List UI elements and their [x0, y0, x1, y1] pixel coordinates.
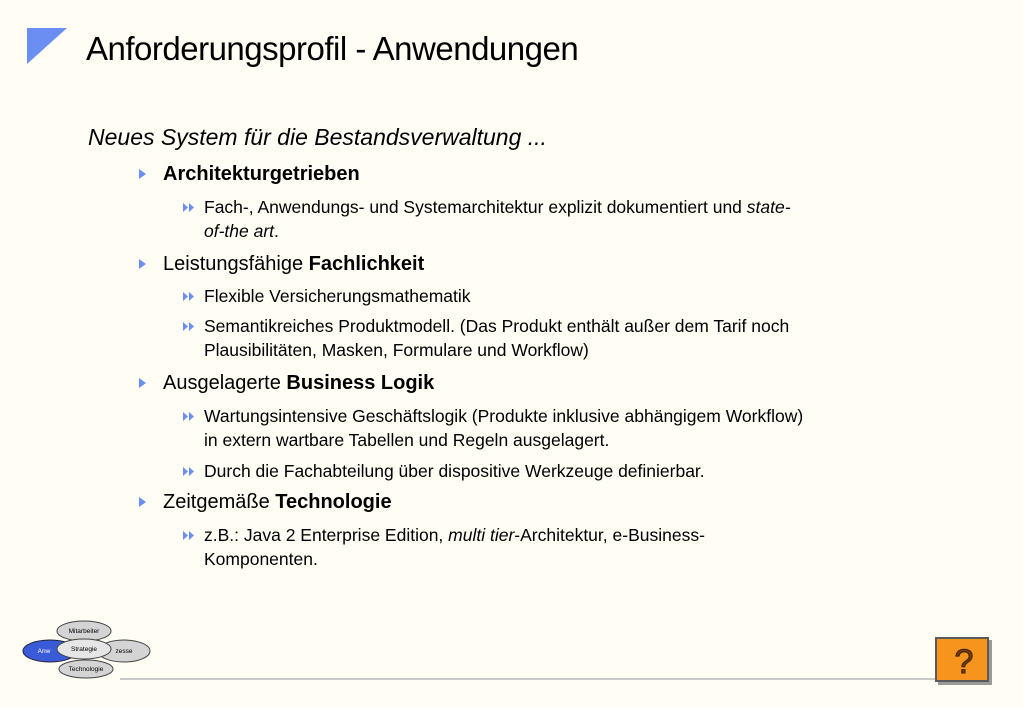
arrow-bullet-icon: [139, 169, 147, 179]
logo-label-top: Mitarbeiter: [68, 628, 100, 635]
page-title: Anforderungsprofil - Anwendungen: [86, 30, 579, 67]
question-mark-icon: [937, 639, 987, 680]
double-arrow-bullet-icon: [183, 322, 195, 331]
logo-label-bottom: Technologie: [68, 666, 104, 673]
bullet-keyword: Architekturgetrieben: [163, 163, 360, 185]
bullet-keyword: Business Logik: [286, 372, 435, 394]
navigation-logo[interactable]: [22, 617, 154, 679]
logo-label-right: zesse: [115, 648, 133, 655]
double-arrow-bullet-icon: [183, 203, 195, 212]
double-arrow-bullet-icon: [183, 412, 195, 421]
bullet-keyword: Technologie: [275, 491, 392, 513]
double-arrow-bullet-icon: [183, 292, 195, 301]
help-button[interactable]: [935, 637, 989, 682]
subtitle: Neues System für die Bestandsverwaltung ...: [88, 124, 547, 150]
logo-label-center: Strategie: [70, 646, 98, 653]
arrow-bullet-icon: [139, 259, 147, 269]
arrow-bullet-icon: [139, 497, 147, 507]
corner-triangle-icon: [27, 28, 67, 64]
help-symbol: ?: [954, 643, 974, 680]
arrow-bullet-icon: [139, 378, 147, 388]
double-arrow-bullet-icon: [183, 531, 195, 540]
bullet-keyword: Fachlichkeit: [308, 253, 425, 275]
logo-label-left: Anw: [37, 648, 51, 655]
double-arrow-bullet-icon: [183, 467, 195, 476]
footer-divider: [120, 678, 992, 680]
